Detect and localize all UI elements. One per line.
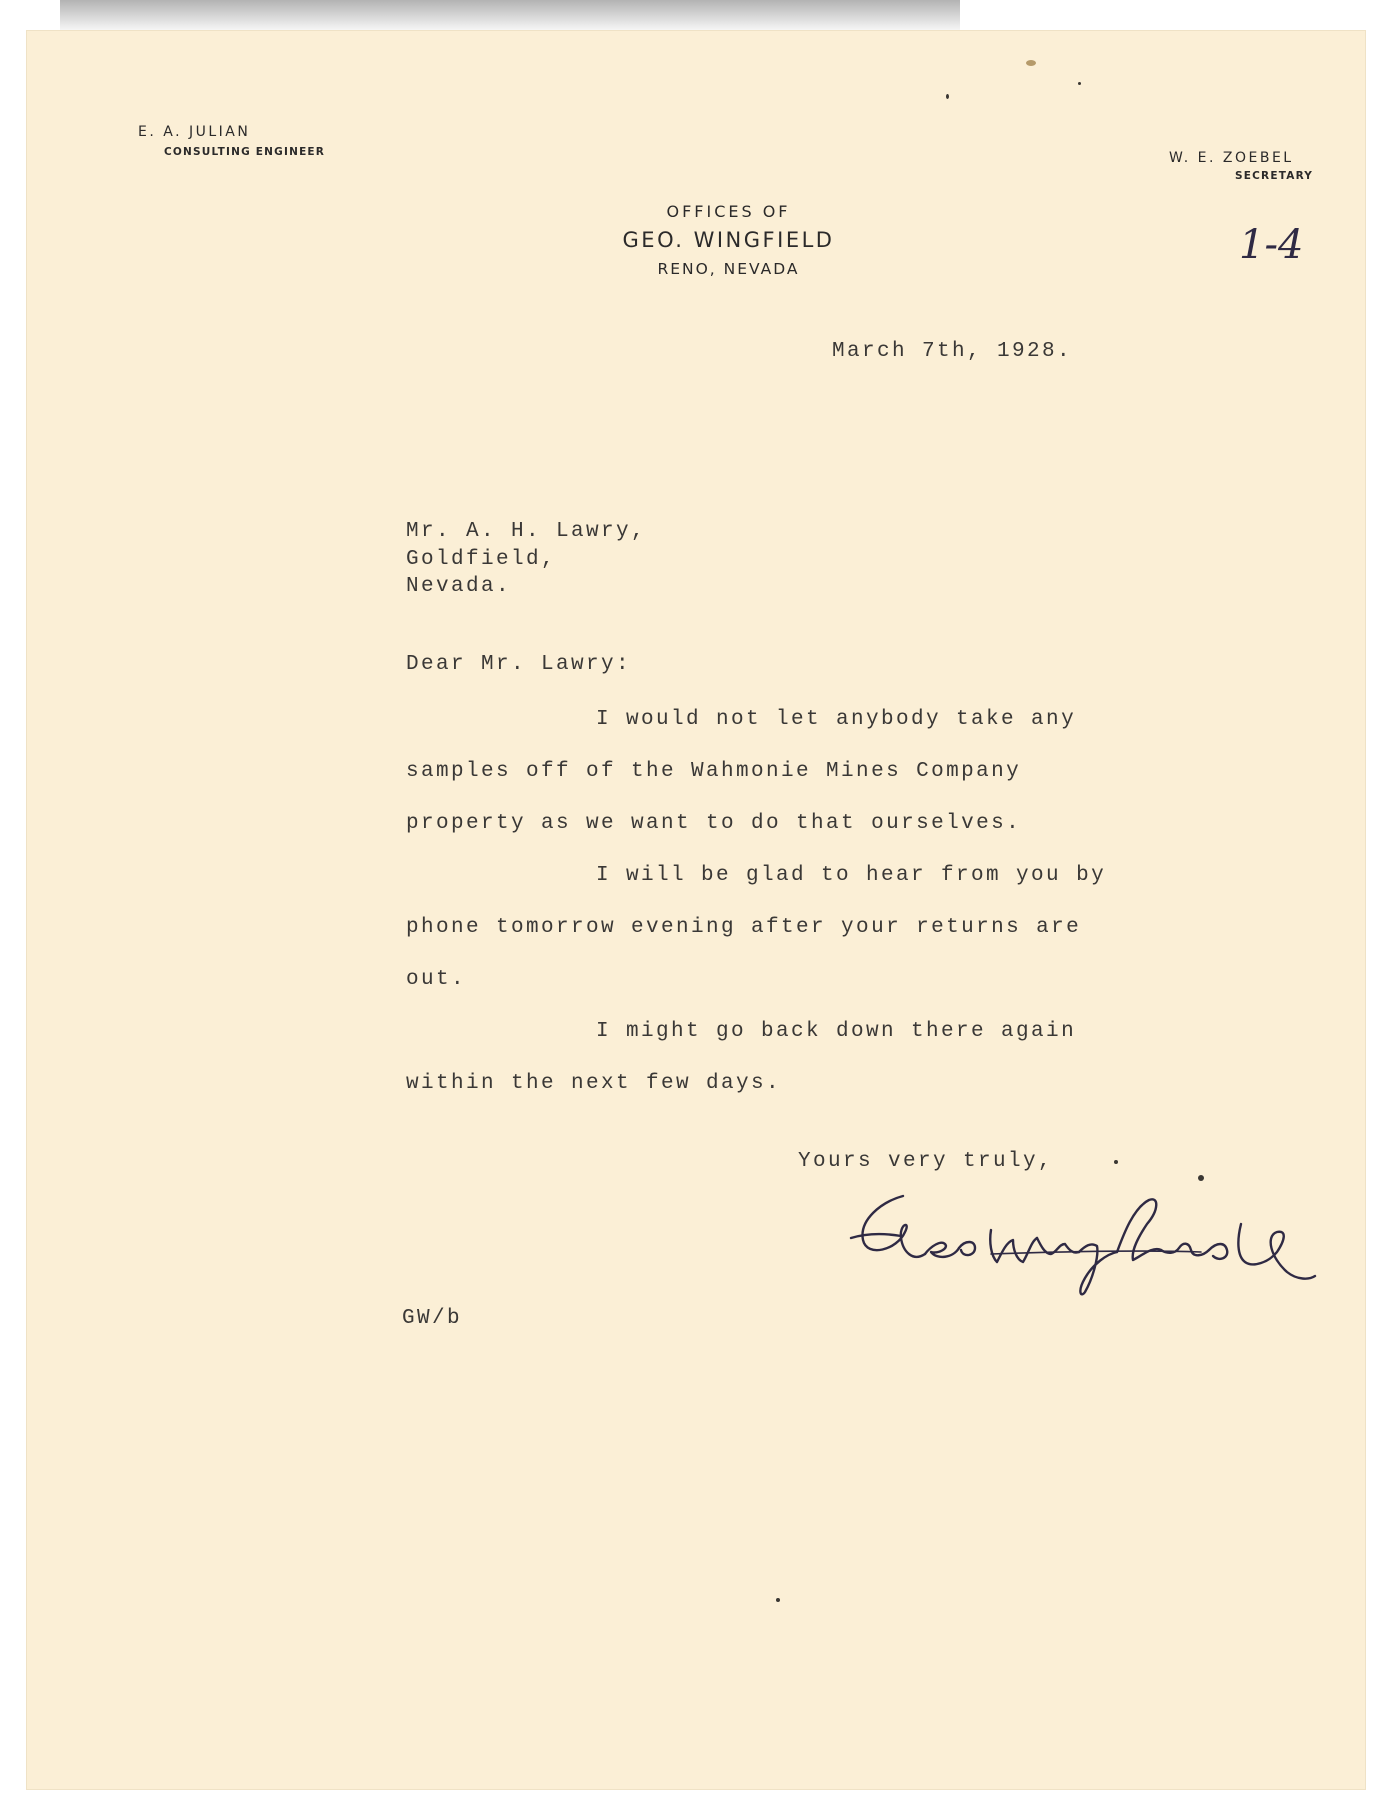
- letter-page: [26, 30, 1366, 1790]
- letterhead-left-title: CONSULTING ENGINEER: [164, 146, 326, 158]
- paper-shadow: [60, 0, 960, 34]
- body-line: I would not let anybody take any: [596, 708, 1077, 731]
- handwritten-signature: [841, 1180, 1321, 1320]
- body-line: out.: [406, 968, 467, 991]
- letterhead-right-title: SECRETARY: [1235, 170, 1314, 182]
- body-line: I might go back down there again: [596, 1020, 1077, 1043]
- complimentary-closing: Yours very truly,: [798, 1150, 1054, 1173]
- letterhead-city: RENO, NEVADA: [657, 260, 800, 278]
- paper-speck: [946, 94, 949, 99]
- body-line: property as we want to do that ourselves.: [406, 812, 1022, 835]
- body-line: samples off of the Wahmonie Mines Company: [406, 760, 1022, 783]
- body-line: I will be glad to hear from you by: [596, 864, 1107, 887]
- paper-speck: [776, 1598, 780, 1602]
- handwritten-file-number: 1-4: [1239, 222, 1304, 268]
- letter-date: March 7th, 1928.: [832, 340, 1073, 363]
- paper-speck: [1078, 82, 1081, 85]
- letterhead-offices-of: OFFICES OF: [666, 202, 791, 221]
- recipient-name: Mr. A. H. Lawry,: [406, 520, 647, 543]
- letterhead-right-name: W. E. ZOEBEL: [1169, 150, 1294, 166]
- body-line: phone tomorrow evening after your returns are: [406, 916, 1082, 939]
- recipient-state: Nevada.: [406, 575, 512, 598]
- typist-initials: GW/b: [402, 1307, 463, 1330]
- letterhead-firm-name: GEO. WINGFIELD: [622, 228, 835, 252]
- body-line: within the next few days.: [406, 1072, 782, 1095]
- paper-speck: [1198, 1175, 1204, 1181]
- recipient-city: Goldfield,: [406, 548, 557, 571]
- letterhead-left-name: E. A. JULIAN: [138, 124, 251, 140]
- paper-speck: [1114, 1160, 1118, 1164]
- salutation: Dear Mr. Lawry:: [406, 653, 632, 676]
- paper-stain: [1026, 60, 1036, 66]
